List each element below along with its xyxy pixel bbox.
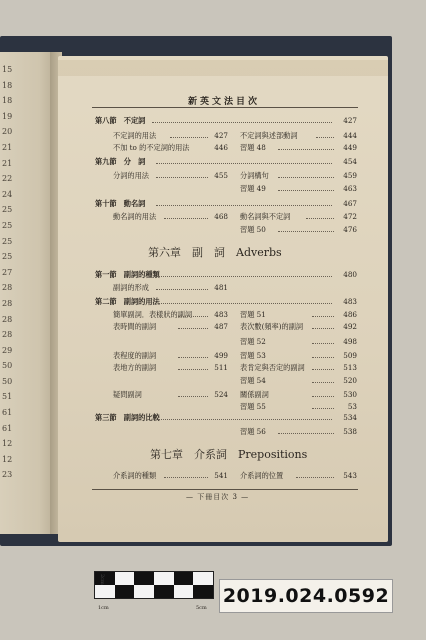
page-number: 476	[343, 225, 357, 234]
catalog-number-label: 2019.024.0592	[219, 579, 393, 613]
left-page-number: 28	[2, 283, 13, 293]
toc-entry: 動名詞的用法	[113, 212, 157, 221]
leader-dots	[152, 122, 332, 123]
toc-entry: 動名詞與不定詞	[240, 212, 291, 221]
leader-dots	[306, 218, 334, 219]
color-scale-checker	[94, 571, 214, 599]
leader-dots	[178, 369, 208, 370]
left-page-number: 24	[2, 189, 13, 199]
chapter-heading: 第六章 副 詞 Adverbs	[148, 246, 282, 259]
left-page-number: 22	[2, 174, 13, 184]
page-number: 427	[343, 116, 357, 125]
leader-dots	[156, 177, 208, 178]
toc-entry: 表肯定與否定的副詞	[240, 363, 305, 372]
page-number: 543	[343, 471, 357, 480]
leader-dots	[312, 343, 334, 344]
checker-square	[134, 585, 154, 598]
toc-entry: 習題 56	[240, 427, 266, 436]
page-number: 524	[214, 390, 228, 399]
left-page-number: 61	[2, 408, 13, 418]
left-page-number: 19	[2, 111, 13, 121]
scale-label: 5cm	[196, 605, 207, 611]
page-number: 534	[343, 413, 357, 422]
left-page-number: 21	[2, 142, 13, 152]
page-number: 530	[343, 390, 357, 399]
leader-dots	[158, 303, 332, 304]
checker-square	[174, 572, 194, 585]
leader-dots	[178, 328, 208, 329]
page-number: 483	[214, 310, 228, 319]
page-number: 449	[343, 143, 357, 152]
page-number: 498	[343, 337, 357, 346]
leader-dots	[170, 137, 208, 138]
left-page-number: 12	[2, 439, 13, 449]
checker-square	[115, 572, 135, 585]
section-title: 第十節 動名詞	[95, 199, 146, 208]
page-number: 511	[214, 363, 228, 372]
section-title: 第九節 分 詞	[95, 157, 146, 166]
toc-entry: 習題 50	[240, 225, 266, 234]
toc-entry: 習題 55	[240, 402, 266, 411]
toc-entry: 關係副詞	[240, 390, 269, 399]
toc-entry: 副詞的形成	[113, 283, 149, 292]
toc-entry: 習題 51	[240, 310, 266, 319]
leader-dots	[312, 357, 334, 358]
leader-dots	[312, 369, 334, 370]
page-number: 480	[343, 270, 357, 279]
left-page-number: 50	[2, 361, 13, 371]
leader-dots	[278, 231, 334, 232]
checker-square	[134, 572, 154, 585]
section-title: 第三節 副詞的比較	[95, 413, 160, 422]
leader-dots	[178, 396, 208, 397]
scale-label: 1cm	[98, 605, 109, 611]
page-number: 492	[343, 322, 357, 331]
toc-entry: 表程度的副詞	[113, 351, 157, 360]
left-page-number: 25	[2, 220, 13, 230]
leader-dots	[164, 477, 208, 478]
header-rule	[92, 107, 358, 108]
page-number: 444	[343, 131, 357, 140]
page-number: 53	[347, 402, 357, 411]
leader-dots	[312, 328, 334, 329]
scale-label: 2cm	[99, 574, 105, 585]
left-page-number: 29	[2, 345, 13, 355]
page-number: 487	[214, 322, 228, 331]
toc-entry: 分詞構句	[240, 171, 269, 180]
leader-dots	[156, 289, 208, 290]
left-page-number: 18	[2, 80, 13, 90]
page-number: 483	[343, 297, 357, 306]
leader-dots	[178, 357, 208, 358]
left-page-number: 61	[2, 423, 13, 433]
left-page-number: 20	[2, 127, 13, 137]
leader-dots	[278, 149, 334, 150]
left-page-number: 28	[2, 330, 13, 340]
leader-dots	[296, 477, 334, 478]
section-title: 第一節 副詞的種類	[95, 270, 160, 279]
left-page-number: 50	[2, 376, 13, 386]
page-number: 513	[343, 363, 357, 372]
left-page-number: 27	[2, 267, 13, 277]
section-title: 第二節 副詞的用法	[95, 297, 160, 306]
page-number: 472	[343, 212, 357, 221]
left-page-number: 25	[2, 205, 13, 215]
page-number: 541	[214, 471, 228, 480]
page-number: 454	[343, 157, 357, 166]
toc-entry: 疑問副詞	[113, 390, 142, 399]
left-page-number: 51	[2, 392, 13, 402]
toc-entry: 分詞的用法	[113, 171, 149, 180]
checker-square	[115, 585, 135, 598]
leader-dots	[156, 163, 332, 164]
checker-square	[174, 585, 194, 598]
leader-dots	[156, 205, 332, 206]
section-title: 第八節 不定詞	[95, 116, 146, 125]
left-page-number: 25	[2, 236, 13, 246]
toc-entry: 不定詞與述部動詞	[240, 131, 298, 140]
toc-entry: 介系詞的種類	[113, 471, 157, 480]
toc-entry: 不定詞的用法	[113, 131, 157, 140]
footer-rule	[92, 489, 358, 490]
page-footer: — 下冊目次 3 —	[186, 493, 250, 501]
page-number: 538	[343, 427, 357, 436]
checker-square	[193, 585, 213, 598]
leader-dots	[316, 137, 334, 138]
leader-dots	[278, 190, 334, 191]
running-head: 新英文法目次	[188, 97, 261, 107]
left-page-number: 21	[2, 158, 13, 168]
leader-dots	[312, 408, 334, 409]
leader-dots	[178, 316, 208, 317]
page-number: 468	[214, 212, 228, 221]
page-number: 520	[343, 376, 357, 385]
page-number: 486	[343, 310, 357, 319]
leader-dots	[278, 433, 334, 434]
toc-entry: 不加 to 的不定詞的用法	[113, 143, 190, 152]
leader-dots	[312, 382, 334, 383]
checker-square	[154, 572, 174, 585]
left-page-number: 18	[2, 96, 13, 106]
left-page-number: 28	[2, 314, 13, 324]
checker-square	[154, 585, 174, 598]
leader-dots	[312, 396, 334, 397]
left-page-number: 15	[2, 65, 13, 74]
page-stain	[58, 60, 388, 76]
toc-entry: 習題 54	[240, 376, 266, 385]
toc-entry: 習題 52	[240, 337, 266, 346]
toc-entry: 習題 49	[240, 184, 266, 193]
toc-entry: 簡單副詞．表樣狀的副詞	[113, 310, 193, 319]
leader-dots	[158, 419, 332, 420]
page-number: 499	[214, 351, 228, 360]
toc-entry: 習題 53	[240, 351, 266, 360]
left-page-numbers	[2, 62, 22, 483]
chapter-heading: 第七章 介系詞 Prepositions	[150, 448, 308, 461]
toc-entry: 表次數(頻率)的副詞	[240, 322, 304, 331]
leader-dots	[158, 276, 332, 277]
toc-entry: 介系詞的位置	[240, 471, 284, 480]
left-page-number: 28	[2, 298, 13, 308]
page-number: 467	[343, 199, 357, 208]
leader-dots	[312, 316, 334, 317]
page-number: 427	[214, 131, 228, 140]
toc-entry: 表地方的副詞	[113, 363, 157, 372]
page-number: 446	[214, 143, 228, 152]
page-number: 509	[343, 351, 357, 360]
page-number: 463	[343, 184, 357, 193]
page-number: 455	[214, 171, 228, 180]
checker-square	[193, 572, 213, 585]
leader-dots	[278, 177, 334, 178]
page-number: 459	[343, 171, 357, 180]
leader-dots	[164, 218, 208, 219]
left-page-number: 25	[2, 252, 13, 262]
toc-entry: 表時間的副詞	[113, 322, 157, 331]
left-page-number: 23	[2, 470, 13, 480]
checker-square	[95, 585, 115, 598]
page-number: 481	[214, 283, 228, 292]
left-page-number: 12	[2, 454, 13, 464]
toc-entry: 習題 48	[240, 143, 266, 152]
